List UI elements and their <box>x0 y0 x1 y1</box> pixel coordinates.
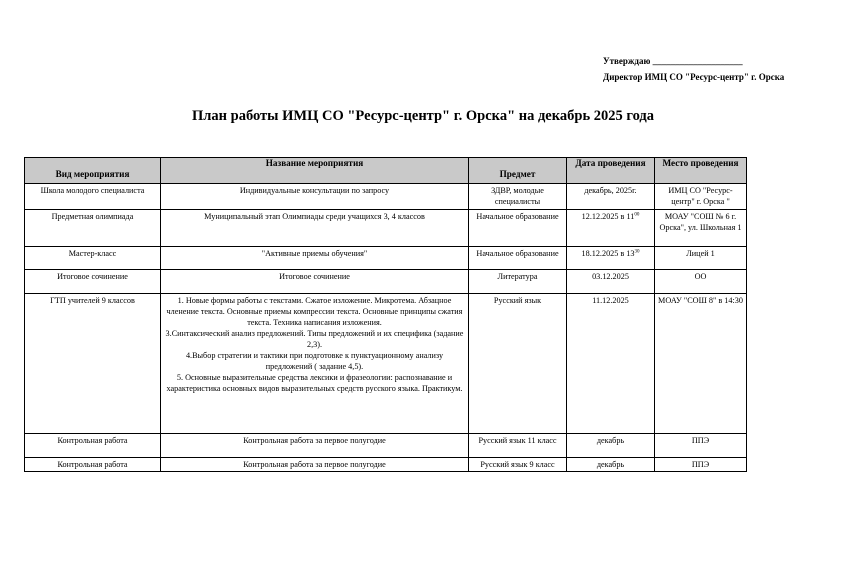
plan-table <box>24 157 747 472</box>
cell-place: ОО <box>655 270 747 294</box>
table-row <box>25 458 747 472</box>
cell-date <box>567 247 655 270</box>
table-header-row <box>25 158 747 184</box>
cell-subject: ЗДВР, молодые специалисты <box>469 184 567 210</box>
table-row <box>25 247 747 270</box>
table-row <box>25 184 747 210</box>
col-header-place: Место проведения <box>655 158 747 184</box>
cell-name <box>161 294 469 434</box>
date-time-sup: 30 <box>634 249 640 255</box>
cell-place: ИМЦ СО "Ресурс-центр" г. Орска " <box>655 184 747 210</box>
col-header-date: Дата проведения <box>567 158 655 184</box>
cell-subject: Литература <box>469 270 567 294</box>
cell-subject: Начальное образование <box>469 210 567 247</box>
cell-name: "Активные приемы обучения" <box>161 247 469 270</box>
topic-line: 5. Основные выразительные средства лексики и фразеологии: распознавание и характеристика основных видов выразительных средств русского языка. Практикум. <box>166 373 463 393</box>
col-header-type: Вид мероприятия <box>25 158 161 184</box>
table-row <box>25 270 747 294</box>
cell-date: 11.12.2025 <box>567 294 655 434</box>
cell-type: ГТП учителей 9 классов <box>25 294 161 434</box>
table-row <box>25 434 747 458</box>
cell-type: Школа молодого специалиста <box>25 184 161 210</box>
cell-place: МОАУ "СОШ № 6 г. Орска", ул. Школьная 1 <box>655 210 747 247</box>
cell-type: Итоговое сочинение <box>25 270 161 294</box>
topic-line: 3.Синтаксический анализ предложений. Типы предложений и их специфика (задание 2,3). <box>165 329 464 349</box>
cell-date: декабрь <box>567 458 655 472</box>
cell-date: декабрь, 2025г. <box>567 184 655 210</box>
cell-subject: Русский язык 11 класс <box>469 434 567 458</box>
cell-subject: Начальное образование <box>469 247 567 270</box>
col-header-name: Название мероприятия <box>161 158 469 184</box>
cell-name: Итоговое сочинение <box>161 270 469 294</box>
cell-place: ППЭ <box>655 458 747 472</box>
cell-type: Контрольная работа <box>25 434 161 458</box>
approval-block <box>603 53 785 85</box>
date-text: 12.12.2025 в 11 <box>581 212 635 221</box>
topic-line: 4.Выбор стратегии и тактики при подготовке к пунктуационному анализу предложений ( задание 4,5). <box>185 351 444 371</box>
cell-date: 03.12.2025 <box>567 270 655 294</box>
approve-line: Утверждаю ____________________ <box>603 56 743 66</box>
table-row <box>25 210 747 247</box>
cell-name: Контрольная работа за первое полугодие <box>161 458 469 472</box>
cell-date <box>567 210 655 247</box>
cell-place: МОАУ "СОШ 8" в 14:30 <box>655 294 747 434</box>
cell-subject: Русский язык <box>469 294 567 434</box>
cell-name: Муниципальный этап Олимпиады среди учащихся 3, 4 классов <box>161 210 469 247</box>
cell-name: Контрольная работа за первое полугодие <box>161 434 469 458</box>
director-line: Директор ИМЦ СО "Ресурс-центр" г. Орска <box>603 72 785 82</box>
cell-name: Индивидуальные консультации по запросу <box>161 184 469 210</box>
cell-subject: Русский язык 9 класс <box>469 458 567 472</box>
cell-place: Лицей 1 <box>655 247 747 270</box>
table-row <box>25 294 747 434</box>
page-title: План работы ИМЦ СО "Ресурс-центр" г. Орска" на декабрь 2025 года <box>191 108 655 124</box>
cell-type: Мастер-класс <box>25 247 161 270</box>
cell-type: Предметная олимпиада <box>25 210 161 247</box>
cell-date: декабрь <box>567 434 655 458</box>
date-text: 18.12.2025 в 13 <box>581 249 635 258</box>
col-header-subject: Предмет <box>469 158 567 184</box>
topic-line: 1. Новые формы работы с текстами. Сжатое изложение. Микротема. Абзацное членение текста. Основные приемы компрессии текста. Основные принципы сжатия текста. Техника написания изложения. <box>166 296 463 327</box>
date-time-sup: 00 <box>634 212 640 218</box>
cell-place: ППЭ <box>655 434 747 458</box>
cell-type: Контрольная работа <box>25 458 161 472</box>
